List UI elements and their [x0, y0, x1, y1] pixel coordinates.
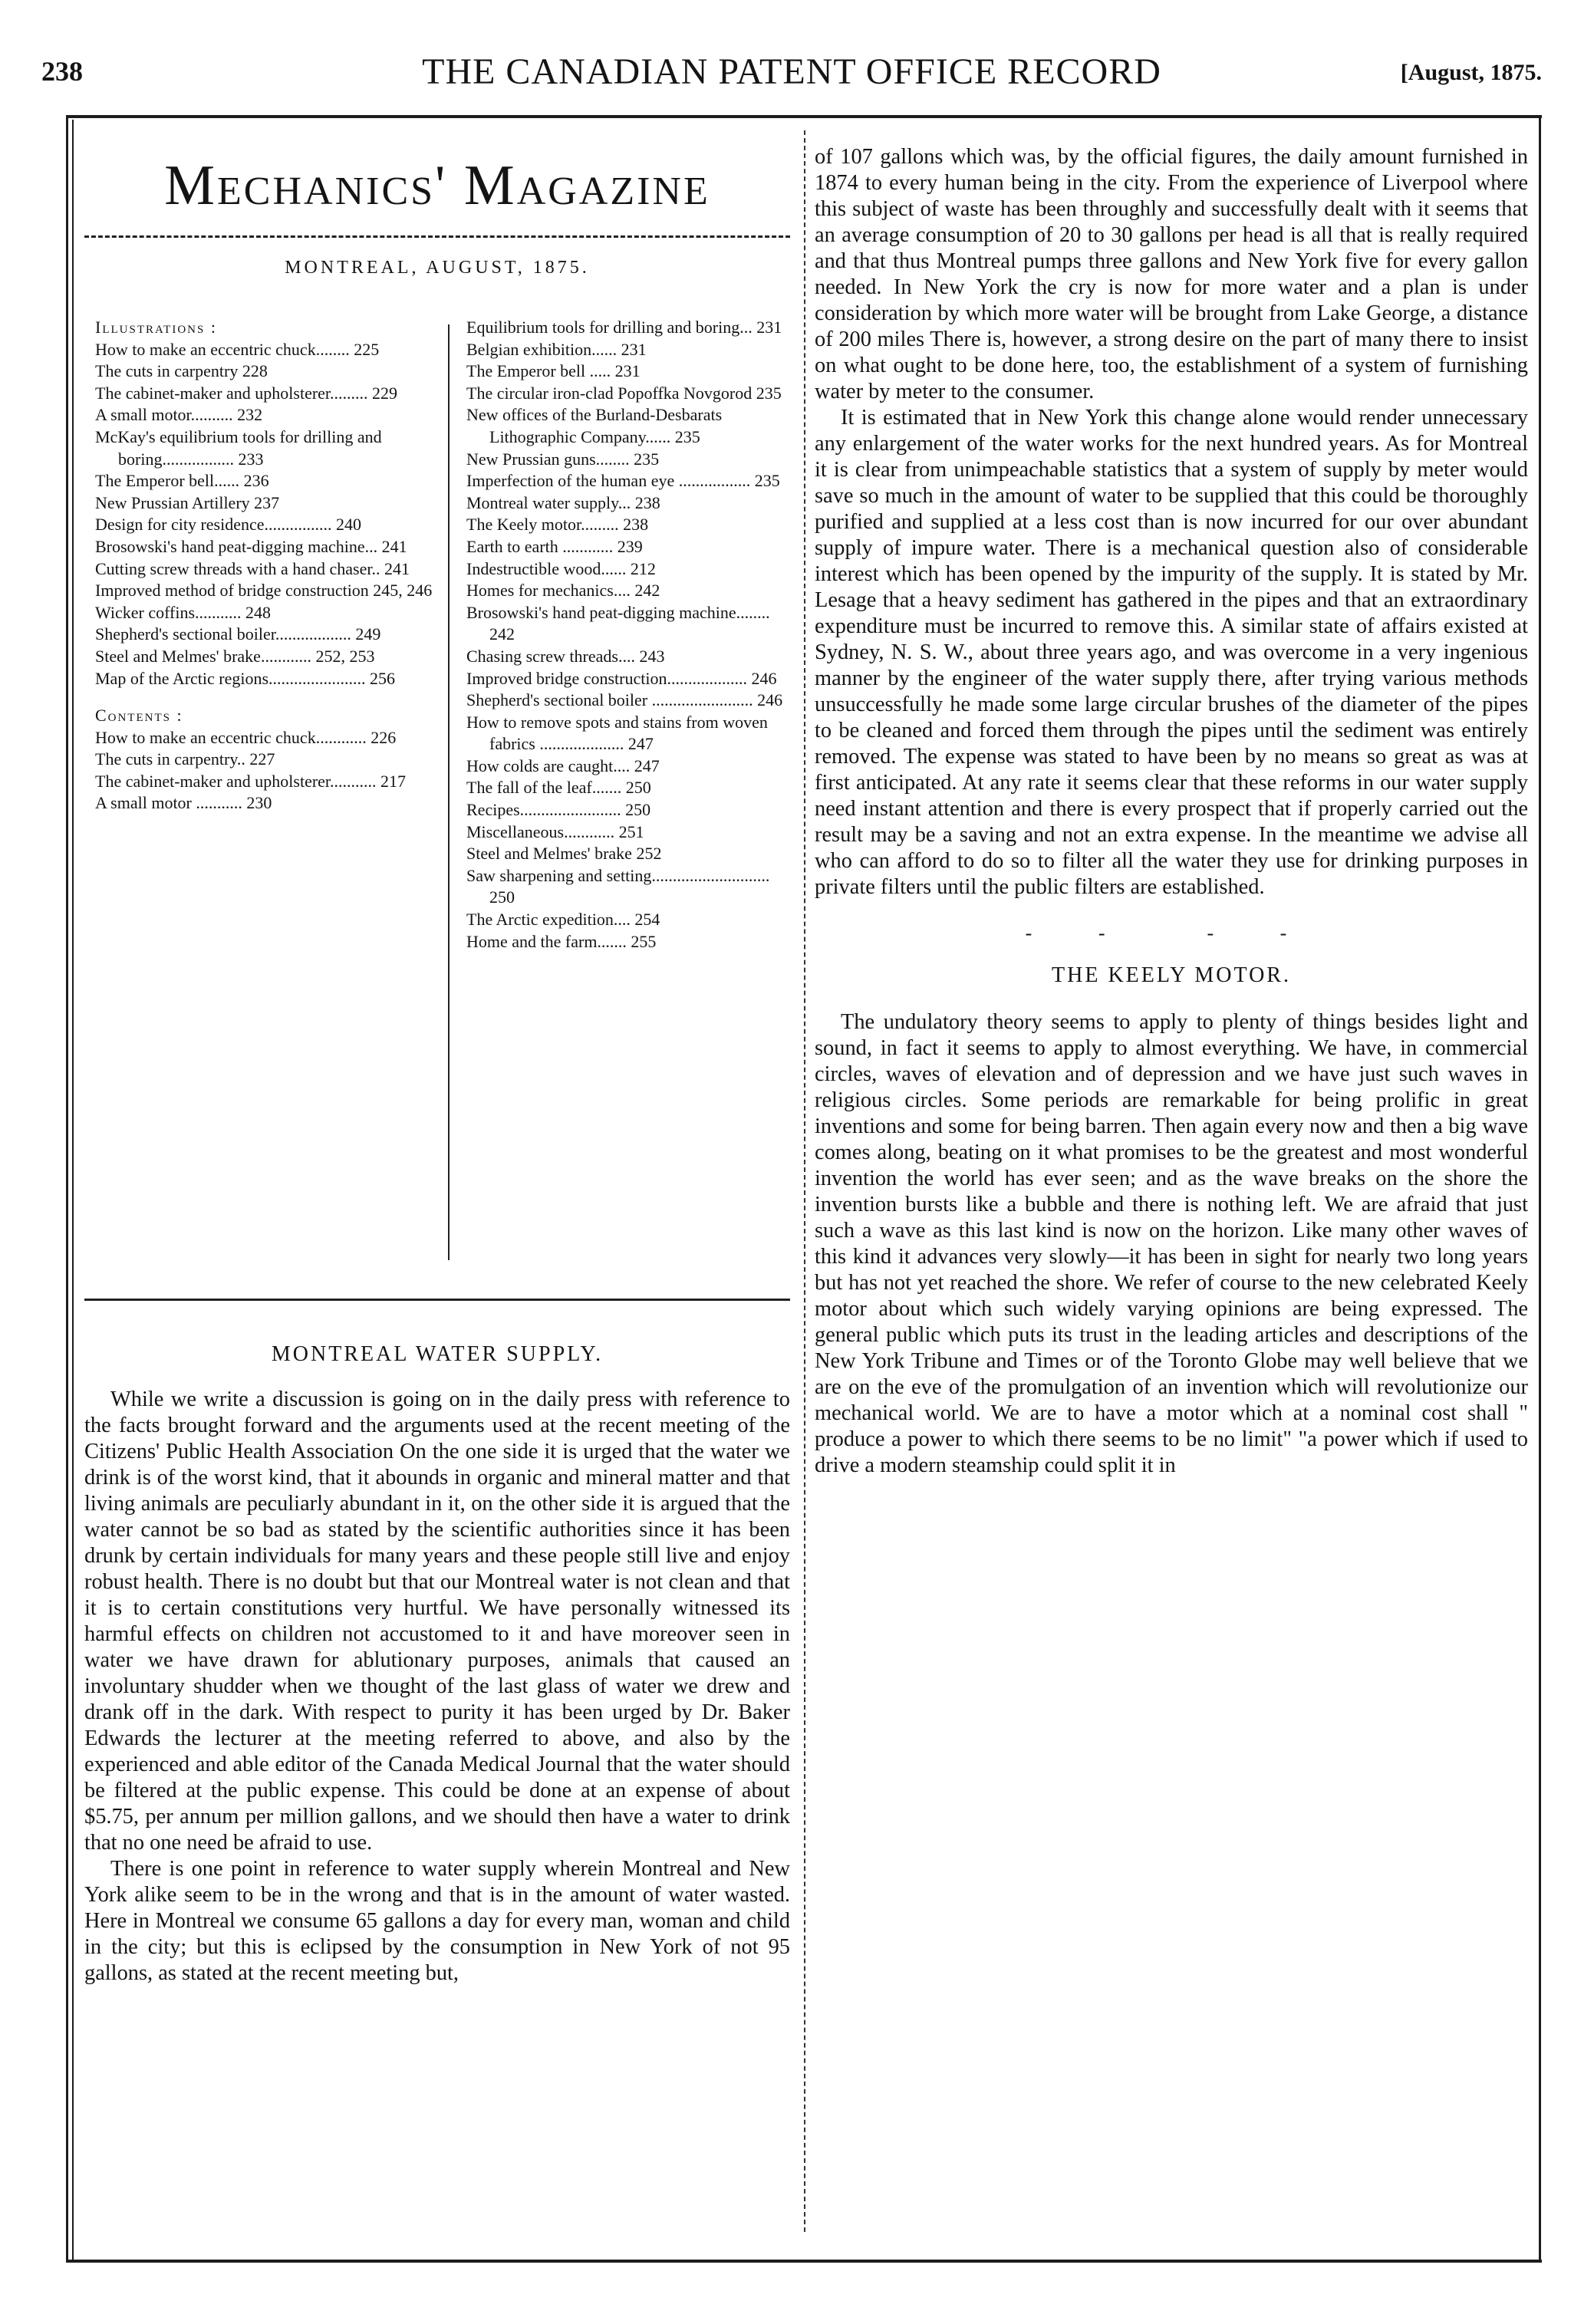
contents-list [95, 727, 440, 815]
index-entry: The cabinet-maker and upholsterer........... 217 [95, 771, 407, 791]
index-entry: Map of the Arctic regions....................... 256 [95, 668, 396, 688]
index-entry: The cuts in carpentry.. 227 [95, 749, 275, 769]
article-title-keely-motor: THE KEELY MOTOR. [1052, 963, 1291, 987]
index-column-left [95, 317, 440, 815]
section-ornament: - - - - [1025, 922, 1318, 944]
index-entry: Montreal water supply... 238 [466, 492, 660, 512]
page-number: 238 [41, 56, 83, 87]
index-entry: New Prussian Artillery 237 [95, 492, 280, 512]
index-entry: Improved bridge construction................... 246 [466, 668, 777, 688]
index-entry: Homes for mechanics.... 242 [466, 581, 660, 601]
index-entry: New Prussian guns........ 235 [466, 449, 660, 469]
paragraph: of 107 gallons which was, by the official figures, the daily amount furnished in 1874 to every human being in the city. From the experience of Liverpool where this subject of waste has been throughly and successfully dealt with it seems that an average consumption of 20 to 30 gallons per head is all that is really required and that thus Montreal pumps three gallons and New York five for every gallon needed. In New York the cry is now for more water and a plan is under consideration by which more water will be brought from Lake George, a distance of 200 miles There is, however, a strong desire on the part of many there to insist on what ought to be done here, too, the establishment of a system of furnishing water by meter to the consumer. [815, 145, 1528, 403]
paragraph: There is one point in reference to water supply wherein Montreal and New York alike seem to be in the wrong and that is in the amount of water wasted. Here in Montreal we consume 65 gallons a day for every man, woman and child in the city; but this is eclipsed by the consumption in New York of not 95 gallons, as stated at the recent meeting but, [84, 1857, 790, 1985]
illustrations-list [95, 339, 440, 690]
index-entry: The circular iron-clad Popoffka Novgorod 235 [466, 383, 782, 403]
index-entry: Chasing screw threads.... 243 [466, 646, 665, 666]
frame-rule-top [66, 115, 1542, 118]
index-entry: Imperfection of the human eye ................. 235 [466, 471, 780, 491]
right-column [815, 144, 1528, 1479]
paragraph: The undulatory theory seems to apply to plenty of things besides light and sound, in fact it seems to apply to almost everything. We have, in commercial circles, waves of elevation and of depression and we have just such waves in religious circles. Some periods are remarkable for being prolific in great inventions and some for being barren. Then again every now and then a big wave comes along, beating on it what promises to be the greatest and most wonderful invention the world has ever seen; and as the wave breaks on the shore the invention bursts like a bubble and there is nothing left. We are afraid that just such a wave as this last kind is now on the horizon. Like many other waves of this kind it advances very slowly—it has been in sight for nearly two long years but has not yet reached the shore. We refer of course to the new celebrated Keely motor about which such widely varying opinions are being expressed. The general public which puts its trust in the leading articles and descriptions of the New York Tribune and Times or of the Toronto Globe may well believe that we are on the eve of the promulgation of an invention which will revolutionize our mechanical world. We are to have a motor which at a nominal cost shall " produce a power to which there seems to be no limit" "a power which if used to drive a modern steamship could split it in [815, 1010, 1528, 1477]
index-entry: A small motor ........... 230 [95, 793, 272, 813]
frame-rule-right [1539, 115, 1541, 2263]
left-column [84, 138, 790, 1987]
index-entry: Shepherd's sectional boiler.................. 249 [95, 624, 381, 644]
article-body-water-supply [84, 1387, 790, 1987]
index-entry: The Emperor bell ..... 231 [466, 361, 641, 381]
index-entry: How to make an eccentric chuck........ 225 [95, 339, 380, 359]
paragraph: It is estimated that in New York this change alone would render unnecessary any enlargement of the water works for the next hundred years. As for Montreal it is clear from unimpeachable statistics that a system of supply by meter would save so much in the amount of water to be supplied that this could be thoroughly purified and supplied at a less cost than is now incurred for our over abundant supply of impure water. There is a mechanical question also of considerable interest which has been opened by the impurity of the supply. It is stated by Mr. Lesage that a heavy sediment has gathered in the pipes and that an extraordinary expenditure must be incurred to remove this. A similar state of affairs existed at Sydney, N. S. W., about three years ago, and was overcome in a very ingenious manner by the engineer of the water supply there, after trying various methods unsuccessfully he made some large circular brushes of the diameter of the pipes to be cleaned and forced them through the pipes until the sediment was entirely removed. The expense was stated to have been by no means so great as was at first anticipated. At any rate it seems clear that these reforms in our water supply need instant attention and there is every prospect that if properly carried out the result may be a saving and not an extra expense. In the meantime we advise all who can afford to do so to filter all the water they use for drinking purposes in private filters until the public filters are established. [815, 406, 1528, 899]
index-entry: Design for city residence................ 240 [95, 515, 362, 535]
index-entry: How colds are caught.... 247 [466, 755, 660, 775]
article-body-water-supply-continued [815, 144, 1528, 900]
column-divider [804, 130, 805, 2232]
index-entry: Earth to earth ............ 239 [466, 536, 643, 556]
index-entry: The Keely motor......... 238 [466, 515, 649, 535]
index-entry: Shepherd's sectional boiler ........................ 246 [466, 690, 783, 710]
article-body-keely-motor [815, 1009, 1528, 1479]
illustrations-heading: Illustrations : [95, 318, 217, 337]
contents-index [84, 317, 790, 1291]
index-entry: The Emperor bell...... 236 [95, 471, 269, 491]
paragraph: While we write a discussion is going on in the daily press with reference to the facts brought forward and the arguments used at the recent meeting of the Citizens' Public Health Association On the one side it is urged that the water we drink is of the worst kind, that it abounds in organic and mineral matter and that living animals are peculiarly abundant in it, on the other side it is argued that the water cannot be so bad as stated by the scientific authorities since it has been drunk by certain individuals for many years and these people still live and enjoy robust health. There is no doubt but that our Montreal water is not clean and that it is to certain constitutions very hurtful. We have personally witnessed its harmful effects on children not accustomed to it and have moreover seen in water we have drawn for ablutionary purposes, animals that caused an involuntary shudder when we thought of the last glass of water we drew and drank off in the dark. With respect to purity it has been urged by Dr. Baker Edwards the lecturer at the meeting referred to above, and also by the experienced and able editor of the Canada Medical Journal that the water should be filtered at the public expense. This could be done at an expense of about $5.75, per annum per million gallons, and we should then have a water to drink that no one need be afraid to use. [84, 1387, 790, 1855]
frame-rule-left [66, 115, 68, 2263]
index-entry: Wicker coffins........... 248 [95, 602, 272, 622]
index-entry: Indestructible wood...... 212 [466, 558, 656, 578]
index-entry: McKay's equilibrium tools for drilling and boring................. 233 [95, 426, 382, 469]
index-entry: The cuts in carpentry 228 [95, 361, 268, 381]
index-entry: Brosowski's hand peat-digging machine... 241 [95, 536, 407, 556]
index-entry: New offices of the Burland-Desbarats Lithographic Company...... 235 [466, 405, 723, 446]
index-entry: Improved method of bridge construction 245, 246 [95, 581, 433, 601]
index-entry: Saw sharpening and setting............................ 250 [466, 865, 770, 907]
index-entry: The Arctic expedition.... 254 [466, 910, 660, 930]
index-entry: The cabinet-maker and upholsterer......... 229 [95, 383, 398, 403]
index-entry: Steel and Melmes' brake 252 [466, 844, 662, 864]
frame-rule-bottom [66, 2260, 1542, 2263]
contents-heading: Contents : [95, 706, 183, 726]
index-entry: Equilibrium tools for drilling and boring... 231 [466, 318, 782, 337]
index-column-right [466, 317, 790, 953]
masthead-title: Mechanics' Magazine [164, 154, 710, 217]
article-title-water-supply: MONTREAL WATER SUPPLY. [271, 1342, 604, 1366]
frame-rule-left-inner [72, 120, 74, 2260]
index-entry: Miscellaneous............ 251 [466, 821, 644, 841]
index-entry: Brosowski's hand peat-digging machine........ 242 [466, 602, 770, 644]
index-entry: Home and the farm....... 255 [466, 931, 657, 951]
page-header [41, 51, 1542, 104]
section-rule [84, 1299, 790, 1301]
index-entry: A small motor.......... 232 [95, 405, 263, 425]
index-entry: How to remove spots and stains from woven fabrics .................... 247 [466, 712, 768, 754]
index-entry: Recipes........................ 250 [466, 800, 651, 820]
index-entry: How to make an eccentric chuck............ 226 [95, 727, 397, 747]
contents-list-continued [466, 317, 790, 953]
index-entry: Cutting screw threads with a hand chaser.. 241 [95, 558, 410, 578]
index-entry: Steel and Melmes' brake............ 252, 253 [95, 646, 375, 666]
index-divider [448, 324, 450, 1260]
issue-date: [August, 1875. [1400, 60, 1542, 85]
masthead-dateline: MONTREAL, AUGUST, 1875. [285, 258, 590, 278]
index-entry: Belgian exhibition...... 231 [466, 339, 647, 359]
masthead-rule [84, 235, 790, 238]
index-entry: The fall of the leaf....... 250 [466, 778, 651, 798]
journal-title: THE CANADIAN PATENT OFFICE RECORD [422, 51, 1161, 92]
